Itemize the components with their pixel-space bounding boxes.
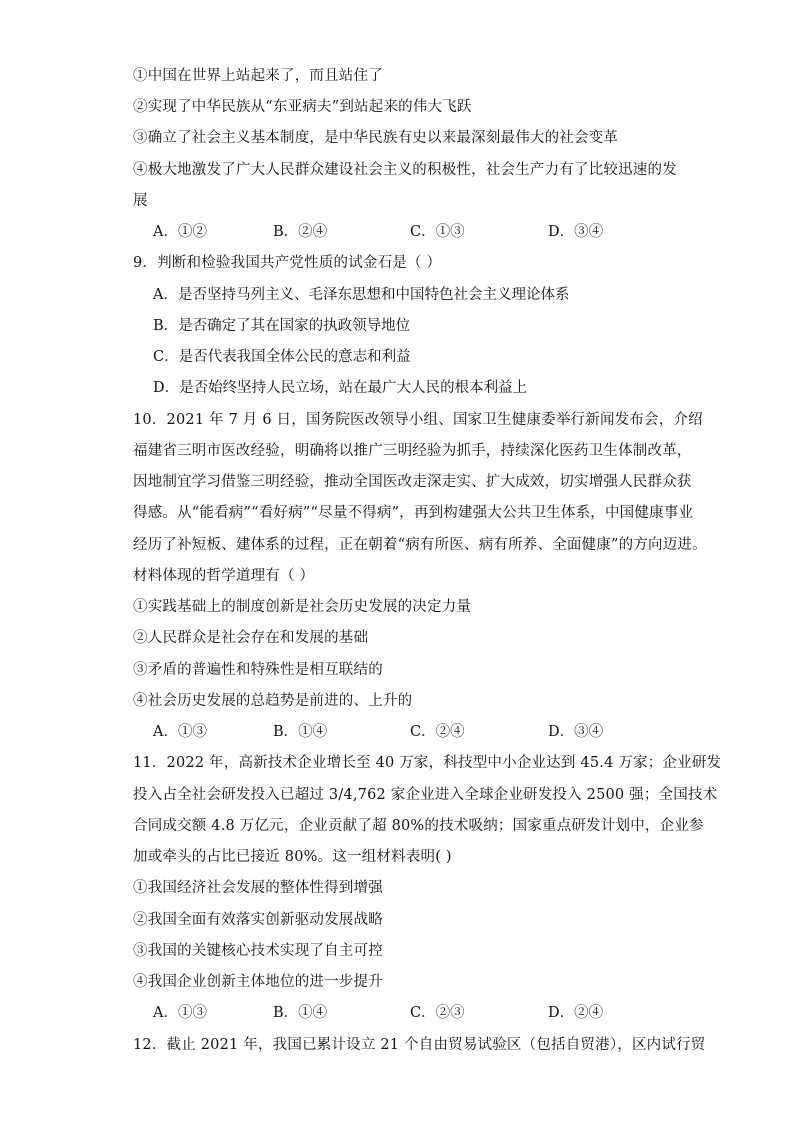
q8-item-1: ①中国在世界上站起来了，而且站住了: [133, 68, 383, 84]
q9-stem: 9．判断和检验我国共产党性质的试金石是（ ）: [133, 255, 442, 271]
q8-item-2: ②实现了中华民族从“东亚病夫”到站起来的伟大飞跃: [133, 99, 472, 115]
q8-option-a: A．①②: [153, 224, 207, 240]
q8-item-3: ③确立了社会主义基本制度，是中华民族有史以来最深刻最伟大的社会变革: [133, 130, 619, 146]
q8-item-4: ④极大地激发了广大人民群众建设社会主义的积极性，社会生产力有了比较迅速的发: [133, 162, 677, 178]
q8-option-d: D．③④: [548, 224, 604, 240]
q11-stem-3: 合同成交额 4.8 万亿元，企业贡献了超 80%的技术吸纳；国家重点研发计划中，企业参: [133, 818, 704, 834]
q11-option-c: C．②③: [410, 1005, 465, 1021]
q10-stem-5: 经历了补短板、建体系的过程，正在朝着“病有所医、病有所养、全面健康”的方向迈进。: [133, 537, 707, 553]
q12-stem: 12．截止 2021 年，我国已累计设立 21 个自由贸易试验区（包括自贸港），区内试行贸: [133, 1037, 706, 1053]
q10-option-c: C．②④: [410, 724, 465, 740]
q11-item-1: ①我国经济社会发展的整体性得到增强: [133, 880, 383, 896]
q10-option-a: A．①③: [153, 724, 207, 740]
q8-option-b: B．②④: [273, 224, 328, 240]
q9-choice-d: D．是否始终坚持人民立场，站在最广大人民的根本利益上: [153, 380, 528, 396]
q10-stem-2: 福建省三明市医改经验，明确将以推广三明经验为抓手，持续深化医药卫生体制改革，: [133, 443, 692, 459]
q10-item-4: ④社会历史发展的总趋势是前进的、上升的: [133, 693, 413, 709]
q10-stem-4: 得感。从“能看病”“看好病”“尽量不得病”，再到构建强大公共卫生体系，中国健康事业: [133, 505, 694, 521]
q10-option-d: D．③④: [548, 724, 604, 740]
q11-item-3: ③我国的关键核心技术实现了自主可控: [133, 943, 383, 959]
q11-stem-2: 投入占全社会研发投入已超过 3/4,762 家企业进入全球企业研发投入 2500 强；全国技术: [133, 787, 718, 803]
q11-item-4: ④我国企业创新主体地位的进一步提升: [133, 974, 383, 990]
q9-choice-c: C．是否代表我国全体公民的意志和利益: [153, 349, 411, 365]
q10-item-3: ③矛盾的普遍性和特殊性是相互联结的: [133, 662, 383, 678]
q9-choice-b: B．是否确定了其在国家的执政领导地位: [153, 318, 411, 334]
q10-item-2: ②人民群众是社会存在和发展的基础: [133, 630, 369, 646]
q8-option-c: C．①③: [410, 224, 465, 240]
q11-item-2: ②我国全面有效落实创新驱动发展战略: [133, 912, 383, 928]
q8-item-4-cont: 展: [133, 193, 148, 209]
q11-stem-4: 加或牵头的占比已接近 80%。这一组材料表明( ): [133, 849, 452, 865]
q11-stem-1: 11．2022 年，高新技术企业增长至 40 万家，科技型中小企业达到 45.4 万家；企业研发: [133, 755, 722, 771]
q10-option-b: B．①④: [273, 724, 328, 740]
q10-item-1: ①实践基础上的制度创新是社会历史发展的决定力量: [133, 599, 472, 615]
q11-option-d: D．②④: [548, 1005, 604, 1021]
q10-stem-3: 因地制宜学习借鉴三明经验，推动全国医改走深走实、扩大成效，切实增强人民群众获: [133, 474, 692, 490]
q11-option-a: A．①③: [153, 1005, 207, 1021]
q10-stem-1: 10．2021 年 7 月 6 日，国务院医改领导小组、国家卫生健康委举行新闻发布会，介绍: [133, 412, 703, 428]
q9-choice-a: A．是否坚持马列主义、毛泽东思想和中国特色社会主义理论体系: [153, 287, 570, 303]
q10-stem-6: 材料体现的哲学道理有（ ）: [133, 568, 315, 584]
q11-option-b: B．①④: [273, 1005, 328, 1021]
